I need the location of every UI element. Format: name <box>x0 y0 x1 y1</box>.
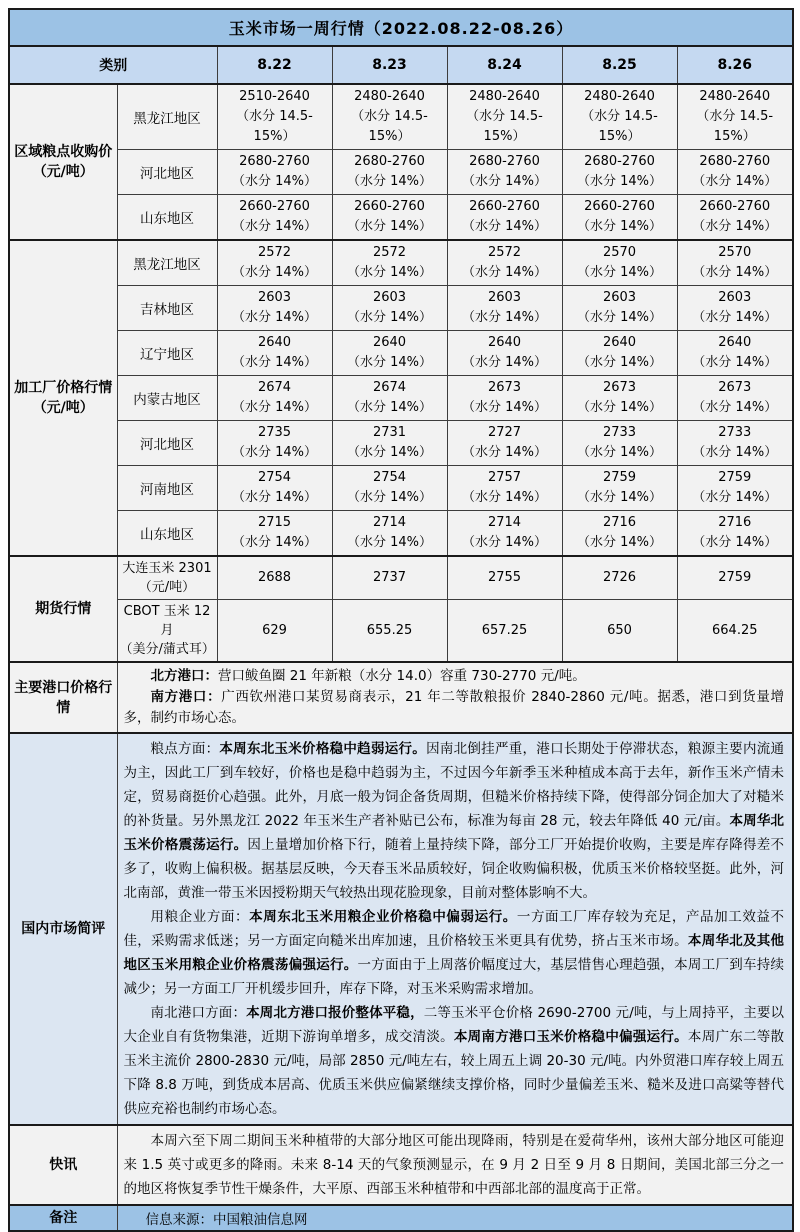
price-cell: 2603 （水分 14%） <box>562 286 677 331</box>
date-header: 8.26 <box>677 46 793 84</box>
price-cell: 629 <box>217 600 332 663</box>
price-cell: 2733 （水分 14%） <box>562 421 677 466</box>
commentary-paragraph: 用粮企业方面：本周东北玉米用粮企业价格稳中偏弱运行。一方面工厂库存较为充足，产品加工效益不佳，采购需求低迷；另一方面定向糙米出库加速，且价格较玉米更具有优势，挤占玉米市场。本周华北及其他地区玉米用粮企业价格震荡偏强运行。一方面由于上周落价幅度过大，基层惜售心理趋强，本周工厂到车持续减少；另一方面工厂开机缓步回升，库存下降，对玉米采购需求增加。 <box>123 909 785 997</box>
price-cell: 2674 （水分 14%） <box>217 376 332 421</box>
region-cell: 黑龙江地区 <box>117 240 217 286</box>
region-cell: 黑龙江地区 <box>117 84 217 150</box>
region-cell: 河北地区 <box>117 421 217 466</box>
price-cell: 2572 （水分 14%） <box>217 240 332 286</box>
price-cell: 2660-2760 （水分 14%） <box>332 195 447 241</box>
price-cell: 2680-2760 （水分 14%） <box>217 150 332 195</box>
price-cell: 2731 （水分 14%） <box>332 421 447 466</box>
price-cell: 664.25 <box>677 600 793 663</box>
price-cell: 2603 （水分 14%） <box>447 286 562 331</box>
price-cell: 2680-2760 （水分 14%） <box>447 150 562 195</box>
price-cell: 2754 （水分 14%） <box>217 466 332 511</box>
price-cell: 2640 （水分 14%） <box>562 331 677 376</box>
price-cell: 2572 （水分 14%） <box>447 240 562 286</box>
title-row <box>9 9 793 46</box>
price-cell: 2572 （水分 14%） <box>332 240 447 286</box>
date-header: 8.23 <box>332 46 447 84</box>
contract-cell: 大连玉米 2301 （元/吨） <box>117 556 217 600</box>
price-cell: 2759 <box>677 556 793 600</box>
table-row <box>9 1125 793 1205</box>
price-cell: 2640 （水分 14%） <box>332 331 447 376</box>
price-cell: 2640 （水分 14%） <box>677 331 793 376</box>
price-cell: 2480-2640 （水分 14.5-15%） <box>562 84 677 150</box>
table-row <box>9 662 793 733</box>
price-cell: 2759 （水分 14%） <box>562 466 677 511</box>
table-row <box>9 240 793 286</box>
table-row <box>9 331 793 376</box>
price-cell: 2660-2760 （水分 14%） <box>677 195 793 241</box>
price-cell: 2735 （水分 14%） <box>217 421 332 466</box>
table-row <box>9 376 793 421</box>
table-row <box>9 556 793 600</box>
price-cell: 655.25 <box>332 600 447 663</box>
price-cell: 2673 （水分 14%） <box>562 376 677 421</box>
category-header: 类别 <box>9 46 217 84</box>
price-cell: 2733 （水分 14%） <box>677 421 793 466</box>
region-cell: 河南地区 <box>117 466 217 511</box>
price-cell: 2715 （水分 14%） <box>217 511 332 557</box>
price-cell: 2716 （水分 14%） <box>562 511 677 557</box>
price-cell: 2640 （水分 14%） <box>217 331 332 376</box>
price-cell: 2680-2760 （水分 14%） <box>562 150 677 195</box>
region-cell: 河北地区 <box>117 150 217 195</box>
price-cell: 2603 （水分 14%） <box>677 286 793 331</box>
table-row <box>9 600 793 663</box>
price-cell: 2674 （水分 14%） <box>332 376 447 421</box>
price-cell: 657.25 <box>447 600 562 663</box>
price-cell: 2660-2760 （水分 14%） <box>447 195 562 241</box>
price-cell: 2603 （水分 14%） <box>332 286 447 331</box>
price-cell: 2714 （水分 14%） <box>447 511 562 557</box>
region-cell: 吉林地区 <box>117 286 217 331</box>
price-cell: 2688 <box>217 556 332 600</box>
price-cell: 2640 （水分 14%） <box>447 331 562 376</box>
price-cell: 2673 （水分 14%） <box>447 376 562 421</box>
section-label-processing: 加工厂价格行情 （元/吨） <box>9 240 117 556</box>
region-cell: 山东地区 <box>117 195 217 241</box>
price-cell: 2726 <box>562 556 677 600</box>
section-label-ports: 主要港口价格行情 <box>9 662 117 733</box>
price-cell: 2603 （水分 14%） <box>217 286 332 331</box>
table-row <box>9 466 793 511</box>
north-port-line: 北方港口：营口鲅鱼圈 21 年新粮（水分 14.0）容重 730-2770 元/吨。 <box>150 668 586 684</box>
table-row <box>9 150 793 195</box>
date-header: 8.25 <box>562 46 677 84</box>
table-row <box>9 195 793 241</box>
price-cell: 2680-2760 （水分 14%） <box>677 150 793 195</box>
note-source: 信息来源：中国粮油信息网 <box>117 1205 793 1231</box>
page-title: 玉米市场一周行情（2022.08.22-08.26） <box>9 9 793 46</box>
price-cell: 2673 （水分 14%） <box>677 376 793 421</box>
price-cell: 2757 （水分 14%） <box>447 466 562 511</box>
price-cell: 650 <box>562 600 677 663</box>
price-cell: 2754 （水分 14%） <box>332 466 447 511</box>
section-label-futures: 期货行情 <box>9 556 117 662</box>
region-cell: 内蒙古地区 <box>117 376 217 421</box>
ports-text <box>117 662 793 733</box>
commentary-text <box>117 733 793 1125</box>
price-cell: 2660-2760 （水分 14%） <box>562 195 677 241</box>
section-label-note: 备注 <box>9 1205 117 1231</box>
news-text: 本周六至下周二期间玉米种植带的大部分地区可能出现降雨，特别是在爱荷华州，该州大部分地区可能迎来 1.5 英寸或更多的降雨。未来 8-14 天的气象预测显示，在 9 月 2 日至 9 月 8 日期间，美国北部三分之一的地区将恢复季节性干燥条件，大平原、西部玉米种植带和中西部北部的温度高于正常。 <box>117 1125 793 1205</box>
header-row <box>9 46 793 84</box>
table-row <box>9 286 793 331</box>
table-row <box>9 421 793 466</box>
section-label-news: 快讯 <box>9 1125 117 1205</box>
price-cell: 2570 （水分 14%） <box>562 240 677 286</box>
region-cell: 辽宁地区 <box>117 331 217 376</box>
price-cell: 2755 <box>447 556 562 600</box>
contract-cell: CBOT 玉米 12 月 （美分/蒲式耳） <box>117 600 217 663</box>
price-cell: 2727 （水分 14%） <box>447 421 562 466</box>
table-row <box>9 1205 793 1231</box>
commentary-paragraph: 南北港口方面：本周北方港口报价整体平稳，二等玉米平仓价格 2690-2700 元/吨，与上周持平，主要以大企业自有货物集港，近期下游询单增多，成交清淡。本周南方港口玉米价格稳中偏强运行。本周广东二等散玉米主流价 2800-2830 元/吨，局部 2850 元/吨左右，较上周五上调 20-30 元/吨。内外贸港口库存较上周五下降 8.8 万吨，到货成本居高、优质玉米供应偏紧继续支撑价格，同时少量偏差玉米、糙米及进口高粱等替代供应充裕也制约市场心态。 <box>123 1005 785 1117</box>
price-cell: 2737 <box>332 556 447 600</box>
region-cell: 山东地区 <box>117 511 217 557</box>
price-cell: 2660-2760 （水分 14%） <box>217 195 332 241</box>
price-cell: 2480-2640 （水分 14.5-15%） <box>447 84 562 150</box>
table-row <box>9 511 793 557</box>
price-cell: 2716 （水分 14%） <box>677 511 793 557</box>
date-header: 8.24 <box>447 46 562 84</box>
south-port-line: 南方港口：广西钦州港口某贸易商表示，21 年二等散粮报价 2840-2860 元/吨。据悉，港口到货量增多，制约市场心态。 <box>123 689 785 726</box>
price-table <box>8 8 794 1232</box>
price-cell: 2510-2640 （水分 14.5-15%） <box>217 84 332 150</box>
table-row <box>9 733 793 1125</box>
price-cell: 2714 （水分 14%） <box>332 511 447 557</box>
price-cell: 2680-2760 （水分 14%） <box>332 150 447 195</box>
price-cell: 2480-2640 （水分 14.5-15%） <box>677 84 793 150</box>
price-cell: 2759 （水分 14%） <box>677 466 793 511</box>
section-label-commentary: 国内市场简评 <box>9 733 117 1125</box>
date-header: 8.22 <box>217 46 332 84</box>
price-cell: 2480-2640 （水分 14.5-15%） <box>332 84 447 150</box>
commentary-paragraph: 粮点方面：本周东北玉米价格稳中趋弱运行。因南北倒挂严重，港口长期处于停滞状态，粮源主要内流通为主，因此工厂到车较好，价格也是稳中趋弱为主，不过因今年新季玉米种植成本高于去年，新作玉米产情未定，贸易商挺价心趋强。此外，月底一般为饲企备货周期，但糙米价格持续下降，使得部分饲企加大了对糙米的补货量。另外黑龙江 2022 年玉米生产者补贴已公布，标准为每亩 28 元，较去年降低 40 元/亩。本周华北玉米价格震荡运行。因上量增加价格下行，随着上量持续下降，部分工厂开始提价收购，主要是库存降得差不多了，收购上偏积极。据基层反映，今天春玉米品质较好，饲企收购偏积极，优质玉米价格较坚挺。此外，河北南部，黄淮一带玉米因授粉期天气较热出现花脸现象，目前对整体影响不大。 <box>123 741 785 901</box>
price-cell: 2570 （水分 14%） <box>677 240 793 286</box>
table-row <box>9 84 793 150</box>
section-label-acquisition: 区域粮点收购价 （元/吨） <box>9 84 117 240</box>
